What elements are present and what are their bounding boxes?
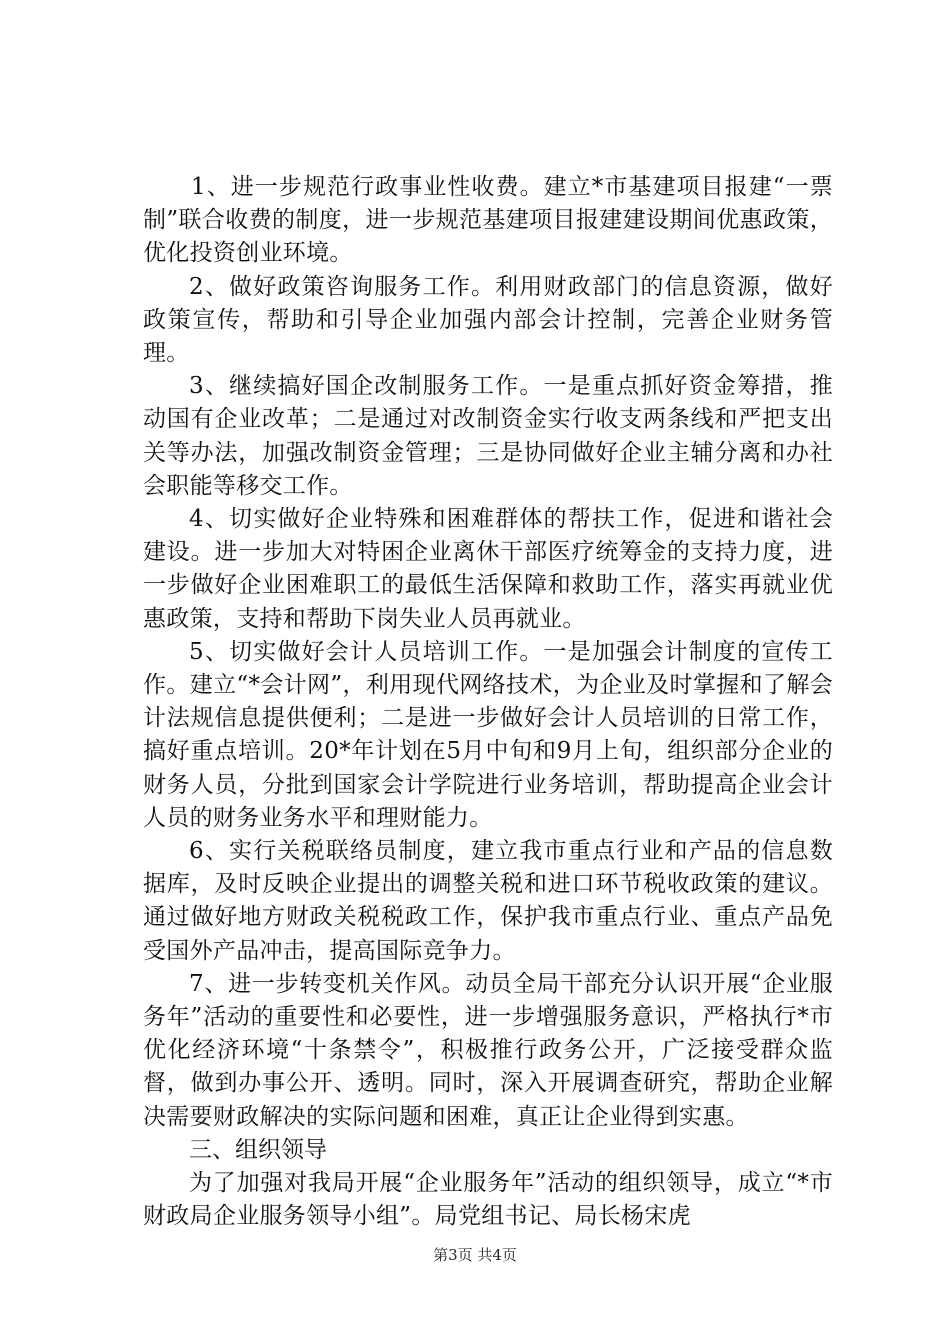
section-heading: 三、组织领导 — [189, 1136, 327, 1163]
paragraph-item-3: 3、继续搞好国企改制服务工作。一是重点抓好资金筹措，推动国有企业改革；二是通过对改制资金实行收支两条线和严把支出关等办法，加强改制资金管理；三是协同做好企业主辅分离和办社会职能等移交工作。 — [143, 373, 833, 499]
paragraph-item-5: 5、切实做好会计人员培训工作。一是加强会计制度的宣传工作。建立“*会计网”，利用现代网络技术，为企业及时掌握和了解会计法规信息提供便利；二是进一步做好会计人员培训的日常工作，搞好重点培训。20*年计划在5月中旬和9月上旬，组织部分企业的财务人员，分批到国家会计学院进行业务培训，帮助提高企业会计人员的财务业务水平和理财能力。 — [143, 638, 833, 831]
closing-paragraph: 为了加强对我局开展“企业服务年”活动的组织领导，成立“*市财政局企业服务领导小组”。局党组书记、局长杨宋虎 — [143, 1170, 833, 1230]
paragraph-item-4: 4、切实做好企业特殊和困难群体的帮扶工作，促进和谐社会建设。进一步加大对特困企业离休干部医疗统筹金的支持力度，进一步做好企业困难职工的最低生活保障和救助工作，落实再就业优惠政策，支持和帮助下岗失业人员再就业。 — [143, 506, 833, 632]
paragraph-item-1: 1、进一步规范行政事业性收费。建立*市基建项目报建“一票制”联合收费的制度，进一步规范基建项目报建建设期间优惠政策，优化投资创业环境。 — [143, 174, 833, 267]
paragraph-item-7: 7、进一步转变机关作风。动员全局干部充分认识开展“企业服务年”活动的重要性和必要性，进一步增强服务意识，严格执行*市优化经济环境“十条禁令”，积极推行政务公开，广泛接受群众监督，做到办事公开、透明。同时，深入开展调查研究，帮助企业解决需要财政解决的实际问题和困难，真正让企业得到实惠。 — [143, 970, 833, 1130]
page-number-footer: 第3页 共4页 — [433, 1246, 517, 1264]
paragraph-item-6: 6、实行关税联络员制度，建立我市重点行业和产品的信息数据库，及时反映企业提出的调整关税和进口环节税收政策的建议。通过做好地方财政关税税政工作，保护我市重点行业、重点产品免受国外产品冲击，提高国际竞争力。 — [143, 838, 833, 964]
document-body — [143, 171, 833, 1234]
paragraph-item-2: 2、做好政策咨询服务工作。利用财政部门的信息资源，做好政策宣传，帮助和引导企业加强内部会计控制，完善企业财务管理。 — [143, 273, 833, 367]
